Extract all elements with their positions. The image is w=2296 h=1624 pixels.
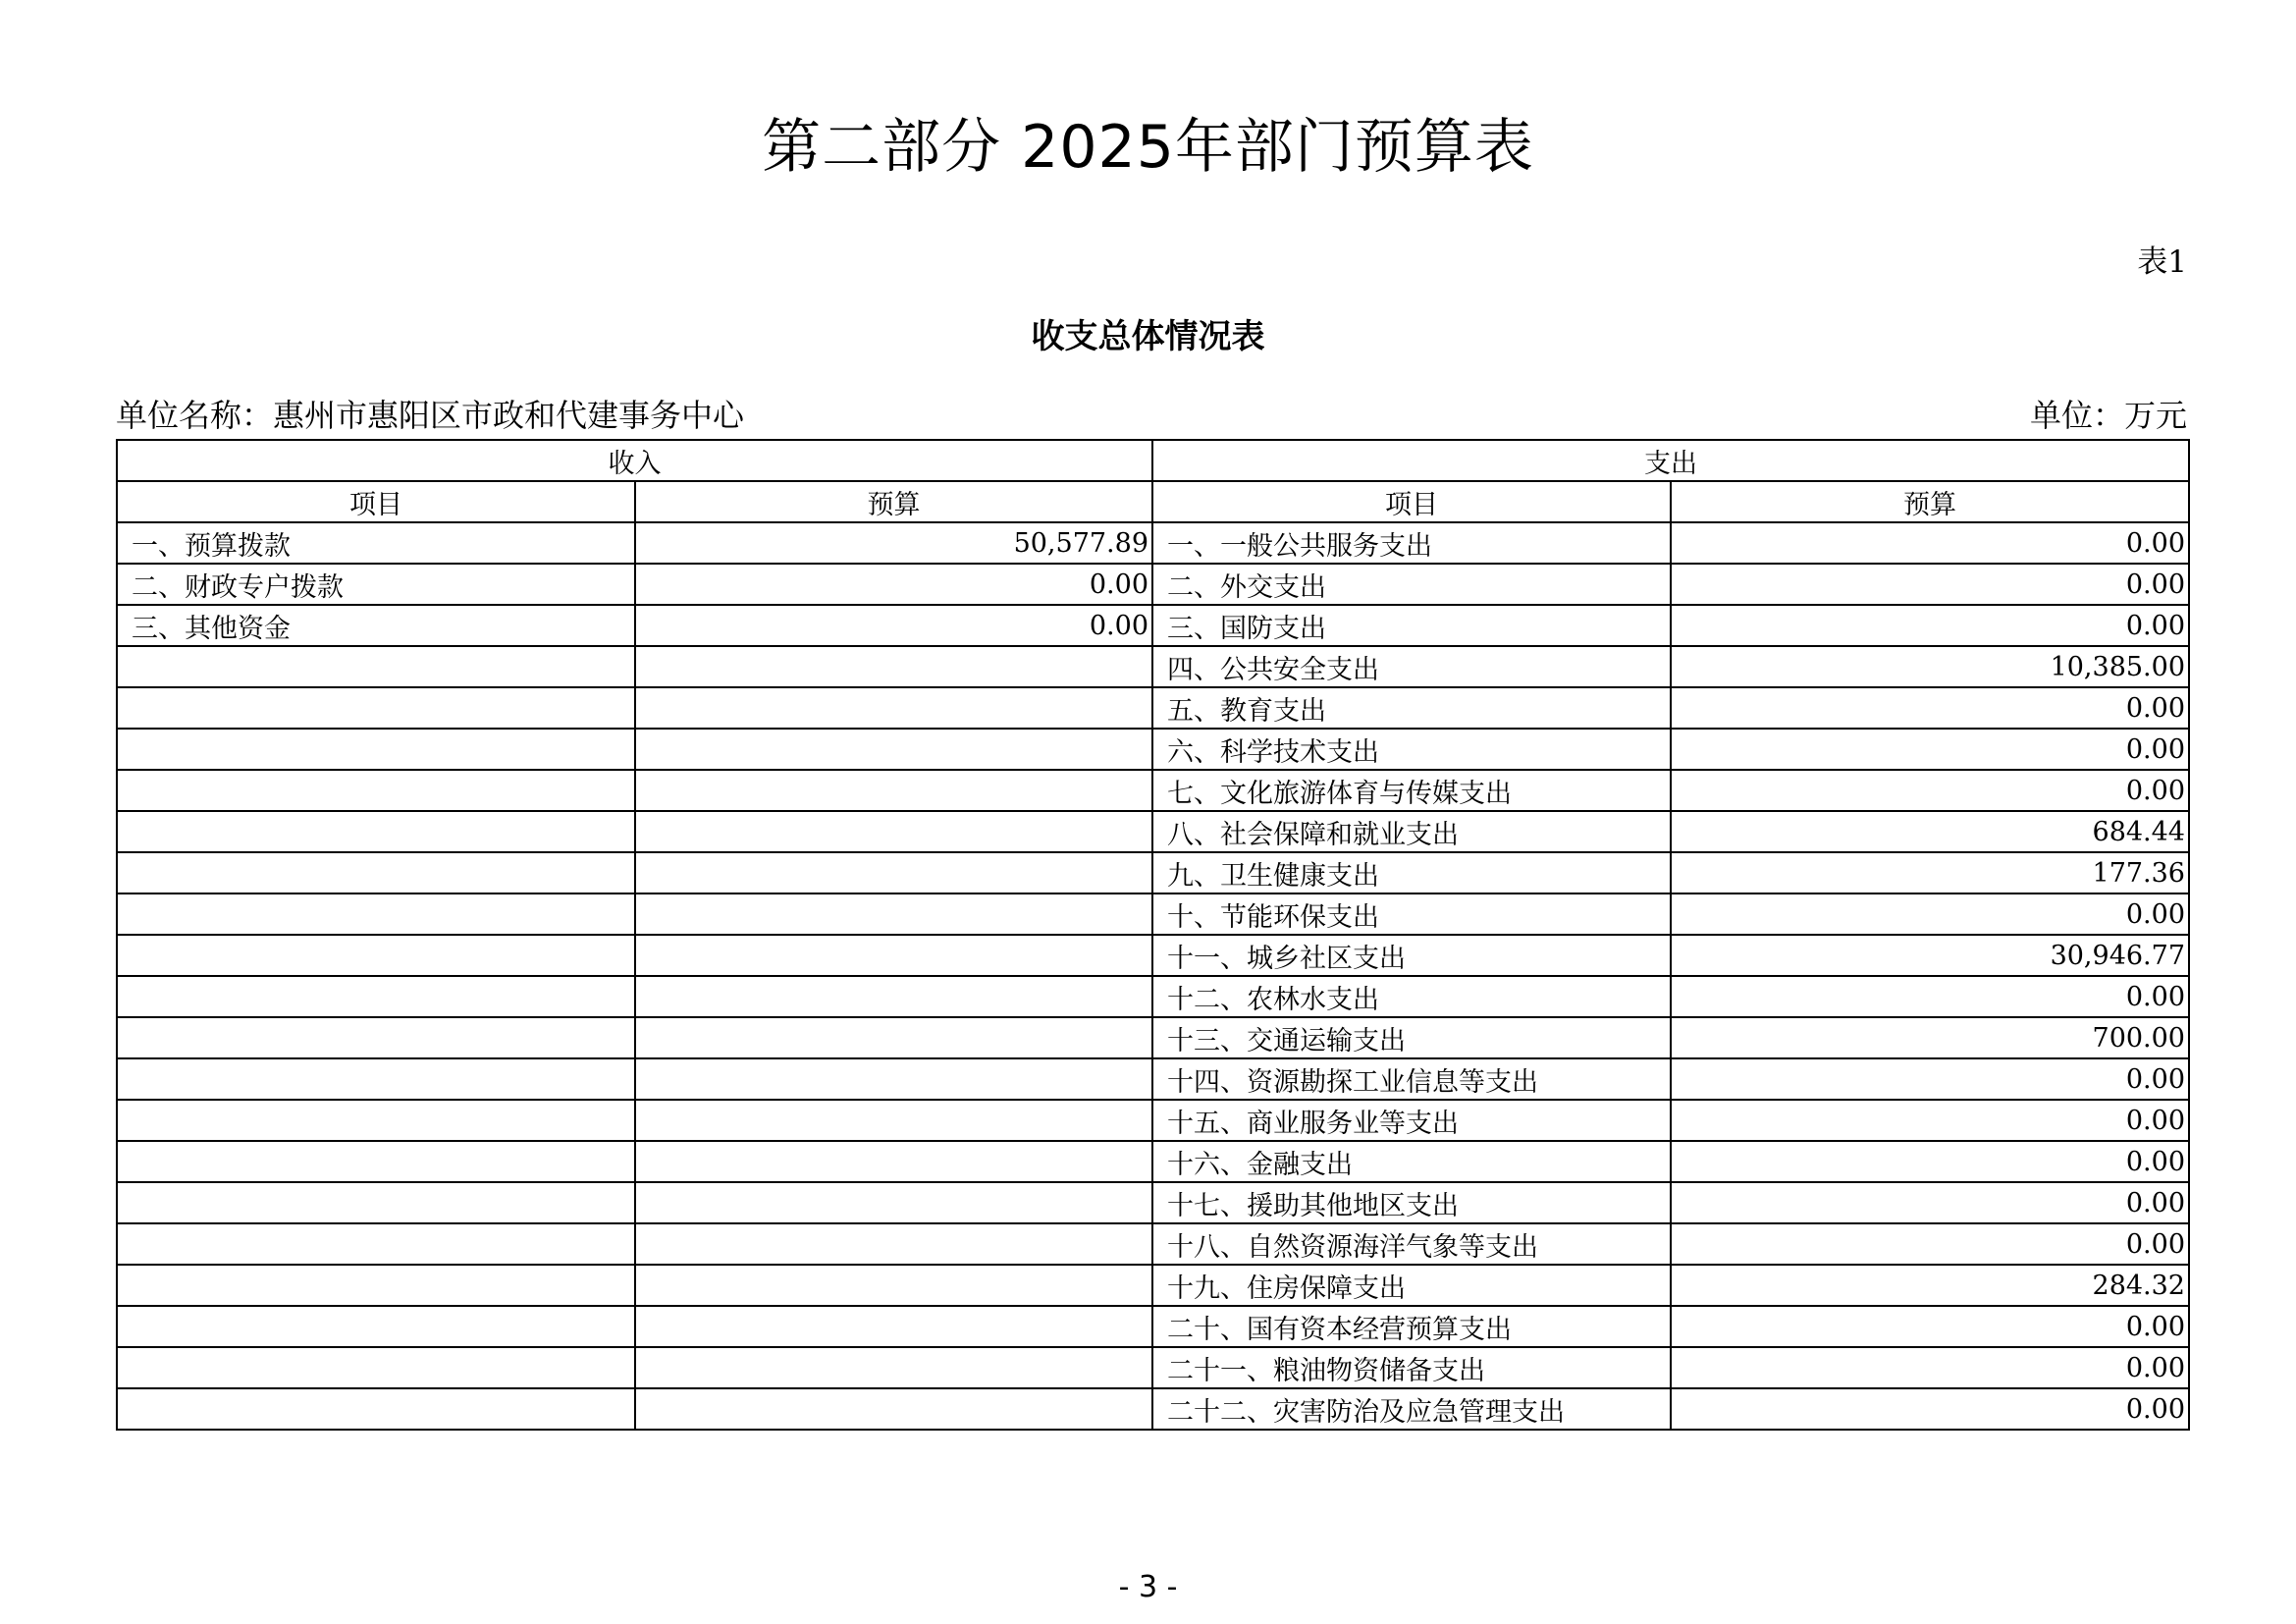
table-number: 表1 <box>2137 244 2187 280</box>
expense-budget-cell: 0.00 <box>1671 1141 2189 1182</box>
income-budget-cell <box>635 976 1152 1017</box>
table-row <box>117 522 2189 564</box>
income-budget-cell <box>635 811 1152 852</box>
income-item-cell <box>117 1347 635 1388</box>
table-row <box>117 1347 2189 1388</box>
expense-item-cell: 二十一、粮油物资储备支出 <box>1152 1347 1671 1388</box>
budget-table-body <box>117 522 2189 1430</box>
table-row <box>117 646 2189 687</box>
income-item-cell <box>117 687 635 729</box>
income-item-cell <box>117 935 635 976</box>
income-budget-cell <box>635 852 1152 893</box>
page-number: - 3 - <box>1118 1570 1178 1604</box>
income-item-cell <box>117 1223 635 1265</box>
income-item-cell <box>117 1058 635 1100</box>
income-item-cell <box>117 1017 635 1058</box>
income-budget-column-header: 预算 <box>635 481 1152 522</box>
income-item-cell <box>117 646 635 687</box>
expense-budget-cell: 0.00 <box>1671 770 2189 811</box>
income-item-cell <box>117 1306 635 1347</box>
income-header: 收入 <box>117 440 1152 481</box>
expense-budget-cell: 30,946.77 <box>1671 935 2189 976</box>
expense-item-column-header: 项目 <box>1152 481 1671 522</box>
table-row <box>117 811 2189 852</box>
table-row <box>117 1141 2189 1182</box>
expense-budget-cell: 0.00 <box>1671 729 2189 770</box>
expense-budget-cell: 0.00 <box>1671 1347 2189 1388</box>
income-item-cell <box>117 976 635 1017</box>
expense-item-cell: 二十、国有资本经营预算支出 <box>1152 1306 1671 1347</box>
expense-header: 支出 <box>1152 440 2189 481</box>
income-budget-cell <box>635 646 1152 687</box>
expense-item-cell: 十四、资源勘探工业信息等支出 <box>1152 1058 1671 1100</box>
income-budget-cell <box>635 729 1152 770</box>
income-item-cell <box>117 1141 635 1182</box>
table-row <box>117 729 2189 770</box>
expense-item-cell: 十六、金融支出 <box>1152 1141 1671 1182</box>
expense-budget-cell: 0.00 <box>1671 564 2189 605</box>
expense-budget-column-header: 预算 <box>1671 481 2189 522</box>
income-budget-cell: 50,577.89 <box>635 522 1152 564</box>
table-row <box>117 1182 2189 1223</box>
table-row <box>117 1100 2189 1141</box>
expense-item-cell: 七、文化旅游体育与传媒支出 <box>1152 770 1671 811</box>
table-row <box>117 976 2189 1017</box>
table-title: 收支总体情况表 <box>1031 317 1265 356</box>
income-item-cell <box>117 729 635 770</box>
expense-item-cell: 四、公共安全支出 <box>1152 646 1671 687</box>
expense-budget-cell: 0.00 <box>1671 1223 2189 1265</box>
income-item-cell <box>117 1100 635 1141</box>
income-budget-cell: 0.00 <box>635 564 1152 605</box>
table-row <box>117 852 2189 893</box>
column-header-row <box>117 481 2189 522</box>
income-budget-cell <box>635 770 1152 811</box>
expense-budget-cell: 684.44 <box>1671 811 2189 852</box>
unit-label: 单位：万元 <box>2029 397 2187 434</box>
expense-item-cell: 二十二、灾害防治及应急管理支出 <box>1152 1388 1671 1430</box>
expense-item-cell: 十二、农林水支出 <box>1152 976 1671 1017</box>
income-budget-cell <box>635 1223 1152 1265</box>
expense-item-cell: 二、外交支出 <box>1152 564 1671 605</box>
expense-item-cell: 五、教育支出 <box>1152 687 1671 729</box>
income-item-cell <box>117 1265 635 1306</box>
expense-budget-cell: 10,385.00 <box>1671 646 2189 687</box>
unit-name: 单位名称：惠州市惠阳区市政和代建事务中心 <box>116 397 745 434</box>
income-budget-cell <box>635 1388 1152 1430</box>
income-item-cell <box>117 1388 635 1430</box>
expense-budget-cell: 177.36 <box>1671 852 2189 893</box>
expense-item-cell: 三、国防支出 <box>1152 605 1671 646</box>
expense-item-cell: 九、卫生健康支出 <box>1152 852 1671 893</box>
table-row <box>117 935 2189 976</box>
expense-item-cell: 十三、交通运输支出 <box>1152 1017 1671 1058</box>
income-budget-cell <box>635 1017 1152 1058</box>
table-row <box>117 1058 2189 1100</box>
income-item-cell <box>117 770 635 811</box>
income-budget-cell: 0.00 <box>635 605 1152 646</box>
income-item-cell <box>117 1182 635 1223</box>
table-row <box>117 605 2189 646</box>
expense-budget-cell: 0.00 <box>1671 605 2189 646</box>
section-header-row <box>117 440 2189 481</box>
table-row <box>117 1017 2189 1058</box>
page-title: 第二部分 2025年部门预算表 <box>762 113 1534 182</box>
table-row <box>117 1306 2189 1347</box>
expense-item-cell: 十五、商业服务业等支出 <box>1152 1100 1671 1141</box>
budget-table <box>116 439 2190 1431</box>
income-item-cell <box>117 811 635 852</box>
income-budget-cell <box>635 1347 1152 1388</box>
expense-item-cell: 十八、自然资源海洋气象等支出 <box>1152 1223 1671 1265</box>
income-budget-cell <box>635 1100 1152 1141</box>
income-item-cell <box>117 893 635 935</box>
income-item-cell <box>117 852 635 893</box>
expense-item-cell: 一、一般公共服务支出 <box>1152 522 1671 564</box>
expense-budget-cell: 0.00 <box>1671 522 2189 564</box>
expense-item-cell: 十九、住房保障支出 <box>1152 1265 1671 1306</box>
income-budget-cell <box>635 893 1152 935</box>
table-row <box>117 1265 2189 1306</box>
income-budget-cell <box>635 1141 1152 1182</box>
expense-item-cell: 十七、援助其他地区支出 <box>1152 1182 1671 1223</box>
expense-budget-cell: 284.32 <box>1671 1265 2189 1306</box>
expense-item-cell: 十一、城乡社区支出 <box>1152 935 1671 976</box>
expense-item-cell: 十、节能环保支出 <box>1152 893 1671 935</box>
expense-budget-cell: 0.00 <box>1671 1388 2189 1430</box>
income-budget-cell <box>635 935 1152 976</box>
expense-budget-cell: 0.00 <box>1671 1306 2189 1347</box>
income-item-column-header: 项目 <box>117 481 635 522</box>
expense-budget-cell: 0.00 <box>1671 976 2189 1017</box>
expense-item-cell: 八、社会保障和就业支出 <box>1152 811 1671 852</box>
expense-budget-cell: 0.00 <box>1671 1100 2189 1141</box>
table-row <box>117 770 2189 811</box>
table-row <box>117 1388 2189 1430</box>
table-row <box>117 564 2189 605</box>
income-item-cell: 二、财政专户拨款 <box>117 564 635 605</box>
expense-budget-cell: 0.00 <box>1671 687 2189 729</box>
income-budget-cell <box>635 1058 1152 1100</box>
expense-budget-cell: 0.00 <box>1671 1058 2189 1100</box>
income-budget-cell <box>635 687 1152 729</box>
expense-budget-cell: 0.00 <box>1671 893 2189 935</box>
expense-budget-cell: 700.00 <box>1671 1017 2189 1058</box>
income-budget-cell <box>635 1306 1152 1347</box>
expense-item-cell: 六、科学技术支出 <box>1152 729 1671 770</box>
income-budget-cell <box>635 1265 1152 1306</box>
table-row <box>117 687 2189 729</box>
expense-budget-cell: 0.00 <box>1671 1182 2189 1223</box>
income-item-cell: 三、其他资金 <box>117 605 635 646</box>
income-item-cell: 一、预算拨款 <box>117 522 635 564</box>
table-row <box>117 893 2189 935</box>
table-row <box>117 1223 2189 1265</box>
income-budget-cell <box>635 1182 1152 1223</box>
